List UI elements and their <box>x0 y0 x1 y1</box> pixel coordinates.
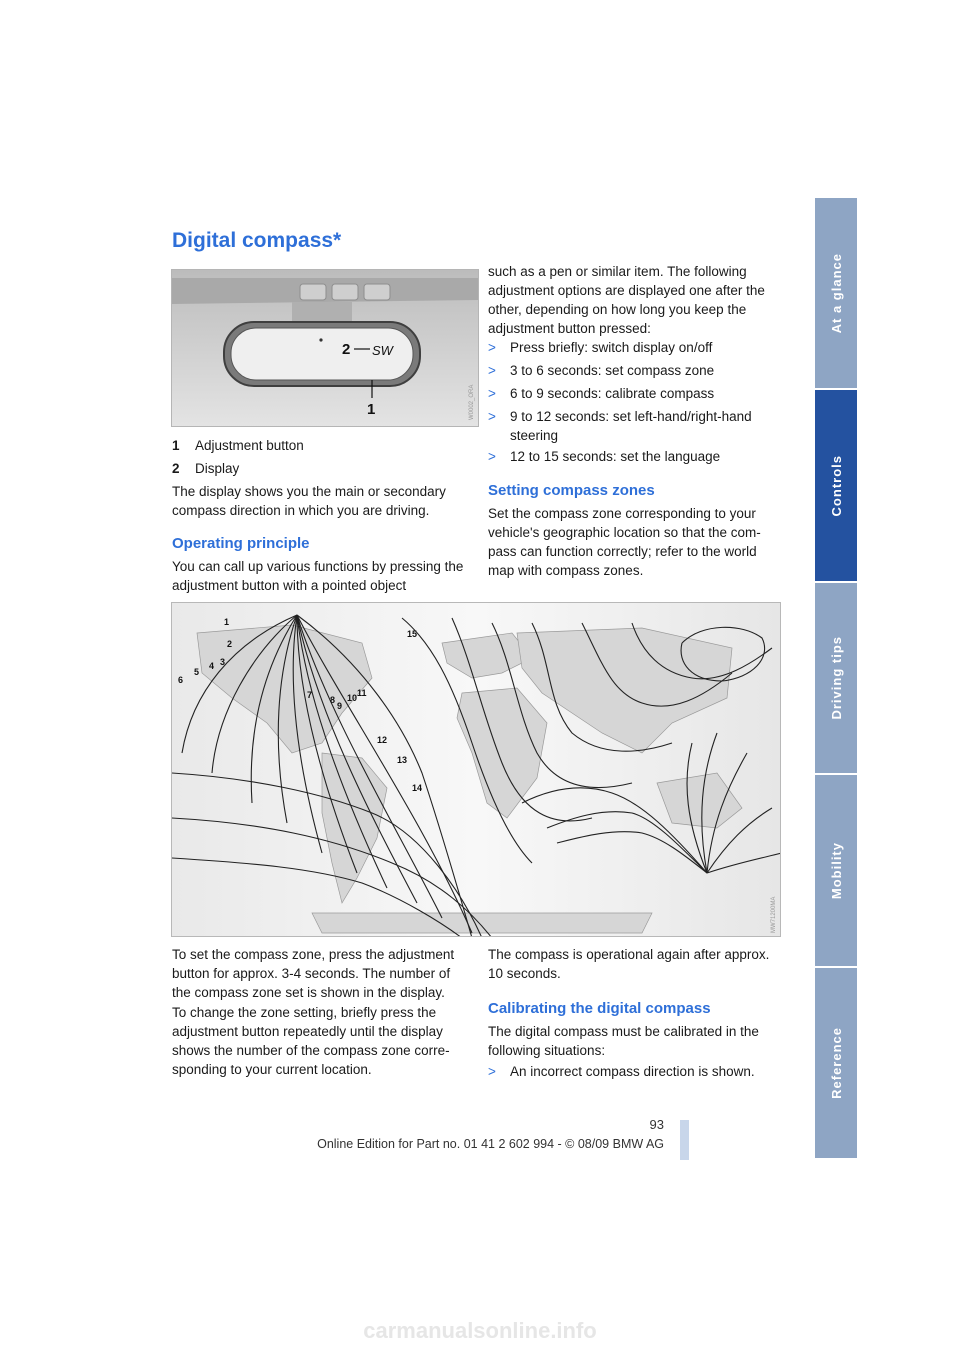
zone-label: 7 <box>307 690 313 700</box>
edition-line: Online Edition for Part no. 01 41 2 602 994 - © 08/09 BMW AG <box>317 1137 664 1151</box>
tab-label: At a glance <box>828 252 844 334</box>
zone-label: 9 <box>337 701 343 711</box>
zone-label: 5 <box>194 667 200 677</box>
tab-label: Controls <box>828 454 844 517</box>
operational-paragraph: The compass is operational again after approx. 10 seconds. <box>488 947 770 981</box>
callout-2: 2 <box>342 341 351 358</box>
operating-paragraph-continued: such as a pen or similar item. The following adjustment options are displayed one after the other, depending on how long you keep the adjustment button pressed: <box>488 264 765 336</box>
footer-marker <box>680 1120 689 1160</box>
callout-1: 1 <box>367 401 376 418</box>
zone-change-paragraph: To change the zone setting, briefly press the adjustment button repeatedly until the display shows the number of the compass zone corre-sponding to your current location. <box>172 1005 450 1077</box>
zone-label: 4 <box>209 661 215 671</box>
zone-label: 3 <box>220 657 226 667</box>
tab-at-a-glance[interactable] <box>815 198 857 390</box>
tab-controls[interactable] <box>815 390 857 583</box>
zone-label: 15 <box>407 629 418 639</box>
map-code: MW71200MA <box>771 896 777 933</box>
intro-paragraph: The display shows you the main or secondary compass direction in which you are driving. <box>172 484 446 518</box>
tab-label: Reference <box>828 1027 844 1099</box>
zones-paragraph: Set the compass zone corresponding to your vehicle's geographic location so that the com-pass can function correctly; refer to the world map with compass zones. <box>488 506 761 578</box>
zone-label: 13 <box>397 755 408 765</box>
tab-driving-tips[interactable] <box>815 583 857 775</box>
zone-label: 6 <box>178 675 184 685</box>
list-item: > 12 to 15 seconds: set the language <box>488 449 721 464</box>
chapter-tabs <box>815 198 857 1160</box>
zone-label: 14 <box>412 783 423 793</box>
mirror-photo <box>171 269 479 427</box>
mirror-illustration <box>172 270 479 427</box>
tab-reference[interactable] <box>815 968 857 1160</box>
page-title: Digital compass* <box>172 229 342 252</box>
zone-label: 1 <box>224 617 230 627</box>
operating-paragraph: You can call up various functions by pressing the adjustment button with a pointed object <box>172 559 464 593</box>
tab-mobility[interactable] <box>815 775 857 968</box>
list-item: > An incorrect compass direction is shown. <box>488 1064 755 1079</box>
list-item: > Press briefly: switch display on/off <box>488 340 713 355</box>
watermark: carmanualsonline.info <box>363 1318 597 1343</box>
zone-label: 8 <box>330 695 336 705</box>
zone-label: 10 <box>347 693 358 703</box>
list-item: > 6 to 9 seconds: calibrate compass <box>488 386 715 401</box>
display-readout: SW <box>372 343 393 358</box>
section-heading: Operating principle <box>172 535 310 552</box>
zone-label: 12 <box>377 735 388 745</box>
legend-item: 1 Adjustment button <box>172 438 304 453</box>
legend-item: 2 Display <box>172 461 240 476</box>
tab-label: Mobility <box>828 841 844 900</box>
zone-label: 11 <box>357 688 367 698</box>
zone-set-paragraph: To set the compass zone, press the adjustment button for approx. 3-4 seconds. The number of the compass zone set is shown in the display. <box>172 947 455 1000</box>
page-number: 93 <box>649 1117 664 1132</box>
zone-map-illustration <box>172 603 781 937</box>
compass-zone-map <box>171 602 781 937</box>
list-item: > 9 to 12 seconds: set left-hand/right-hand steering <box>488 409 752 443</box>
photo-code: W0002_ORA <box>469 384 475 420</box>
calibration-paragraph: The digital compass must be calibrated in the following situations: <box>488 1024 759 1058</box>
tab-label: Driving tips <box>828 636 844 720</box>
list-item: > 3 to 6 seconds: set compass zone <box>488 363 715 378</box>
section-heading: Setting compass zones <box>488 482 655 499</box>
zone-label: 2 <box>227 639 233 649</box>
section-heading: Calibrating the digital compass <box>488 1000 711 1017</box>
